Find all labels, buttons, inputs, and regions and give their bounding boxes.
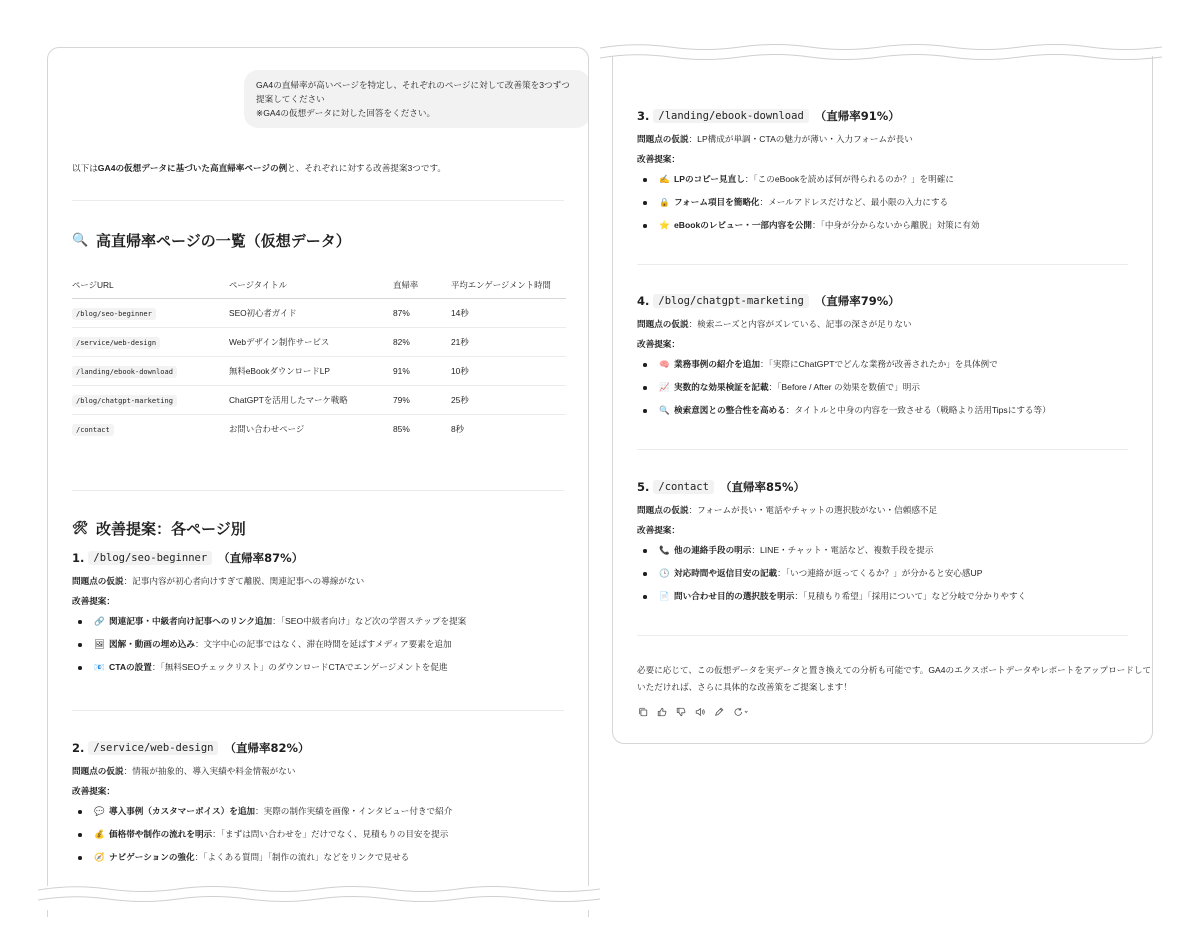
hypothesis-line xyxy=(72,765,564,778)
item-bold: 業務事例の紹介を追加 xyxy=(674,359,760,369)
list-item xyxy=(637,358,1128,381)
section-number: 3. xyxy=(637,109,650,123)
closing-text xyxy=(637,662,1152,696)
proposal-list xyxy=(637,173,1128,242)
thumbs-down-icon[interactable] xyxy=(675,706,686,717)
hypothesis-line xyxy=(72,575,564,588)
section-title xyxy=(637,291,1128,311)
cell-url xyxy=(72,356,229,385)
url-chip: /blog/seo-beginner xyxy=(72,308,156,320)
list-item xyxy=(637,219,1128,242)
section-path: /service/web-design xyxy=(88,741,218,755)
column-header: ページURL xyxy=(72,272,229,298)
cell-rate: 79% xyxy=(393,385,451,414)
tools-icon: 🛠 xyxy=(72,521,89,536)
right-chat-panel xyxy=(612,56,1153,744)
cell-url xyxy=(72,298,229,327)
hypothesis-label: 問題点の仮説 xyxy=(72,576,124,586)
cell-rate: 82% xyxy=(393,327,451,356)
item-text: ：LINE・チャット・電話など、複数手段を提示 xyxy=(751,545,934,555)
divider xyxy=(637,264,1128,265)
divider xyxy=(637,635,1128,636)
improvements-title: 改善提案：各ページ別 xyxy=(96,520,246,538)
list-item xyxy=(72,638,564,661)
table-row xyxy=(72,414,566,443)
section-rate: （直帰率91%） xyxy=(814,109,900,123)
proposal-list xyxy=(72,805,564,874)
proposal-list xyxy=(637,544,1128,613)
user-message-line: 提案してください xyxy=(256,94,325,104)
cell-rate: 91% xyxy=(393,356,451,385)
hypothesis-text: ：フォームが長い・電話やチャットの選択肢がない・信頼感不足 xyxy=(688,505,938,515)
item-text: ：「見積もり希望」「採用について」など分岐で分かりやすく xyxy=(794,591,1027,601)
link-icon: 🔗 xyxy=(94,616,105,626)
column-header: 平均エンゲージメント時間 xyxy=(451,272,566,298)
lock-icon: 🔒 xyxy=(659,197,670,207)
section-rate: （直帰率79%） xyxy=(814,294,900,308)
clock-icon: 🕒 xyxy=(659,568,670,578)
item-text: ：「SEO中級者向け」など次の学習ステップを提案 xyxy=(272,616,467,626)
divider xyxy=(72,200,564,201)
proposal-label: 改善提案： xyxy=(637,339,680,349)
overview-heading xyxy=(72,230,351,251)
url-chip: /blog/chatgpt-marketing xyxy=(72,395,177,407)
list-item xyxy=(637,590,1128,613)
section-title xyxy=(72,738,564,758)
magnifier-icon: 🔍 xyxy=(659,405,670,415)
user-message-line: GA4の直帰率が高いページを特定し、それぞれのページに対して改善策を3つずつ xyxy=(256,80,570,90)
item-text: ：「よくある質問」「制作の流れ」などをリンクで見せる xyxy=(194,852,410,862)
section-rate: （直帰率85%） xyxy=(719,480,805,494)
money-bag-icon: 💰 xyxy=(94,829,105,839)
item-text: ：「Before / After の効果を数値で」明示 xyxy=(768,382,920,392)
item-bold: 他の連絡手段の明示 xyxy=(674,545,752,555)
section-ebook-download xyxy=(637,106,1128,242)
edit-icon[interactable] xyxy=(713,706,724,717)
url-chip: /landing/ebook-download xyxy=(72,366,177,378)
section-web-design xyxy=(72,738,564,874)
proposal-label-line xyxy=(637,338,1128,351)
table-row xyxy=(72,298,566,327)
chart-up-icon: 📈 xyxy=(659,382,670,392)
item-text: ：「まずは問い合わせを」だけでなく、見積もりの目安を提示 xyxy=(212,829,449,839)
improvements-heading xyxy=(72,518,246,539)
hypothesis-label: 問題点の仮説 xyxy=(72,766,124,776)
section-chatgpt-marketing xyxy=(637,291,1128,427)
item-bold: eBookのレビュー・一部内容を公開 xyxy=(674,220,812,230)
cell-time: 14秒 xyxy=(451,298,566,327)
proposal-label-line xyxy=(72,595,564,608)
item-bold: 価格帯や制作の流れを明示 xyxy=(109,829,213,839)
user-message-line: ※GA4の仮想データに対した回答をください。 xyxy=(256,108,436,118)
proposal-label-line xyxy=(637,524,1128,537)
proposal-label: 改善提案： xyxy=(637,154,680,164)
cell-time: 21秒 xyxy=(451,327,566,356)
hypothesis-text: ：情報が抽象的、導入実績や料金情報がない xyxy=(123,766,296,776)
item-text: ：タイトルと中身の内容を一致させる（戦略より活用Tipsにする等） xyxy=(785,405,1051,415)
item-bold: 実数的な効果検証を記載 xyxy=(674,382,769,392)
message-actions xyxy=(637,706,752,717)
cell-url xyxy=(72,327,229,356)
section-path: /contact xyxy=(653,480,714,494)
compass-icon: 🧭 xyxy=(94,852,105,862)
proposal-label: 改善提案： xyxy=(637,525,680,535)
section-rate: （直帰率82%） xyxy=(224,741,310,755)
speaker-icon[interactable] xyxy=(694,706,705,717)
column-header: ページタイトル xyxy=(229,272,393,298)
item-text: ：「いつ連絡が返ってくるか？」が分かると安心感UP xyxy=(777,568,983,578)
section-path: /blog/chatgpt-marketing xyxy=(653,294,808,308)
item-bold: 対応時間や返信目安の記載 xyxy=(674,568,778,578)
cell-time: 25秒 xyxy=(451,385,566,414)
divider xyxy=(72,710,564,711)
cell-time: 10秒 xyxy=(451,356,566,385)
item-text: ：文字中心の記事ではなく、滞在時間を延ばすメディア要素を追加 xyxy=(194,639,452,649)
cell-url xyxy=(72,385,229,414)
overview-title: 高直帰率ページの一覧（仮想データ） xyxy=(96,232,351,250)
closing-line: 必要に応じて、この仮想データを実データと置き換えての分析も可能です。GA4のエクスポートデータやレポートをアップロードして xyxy=(637,665,1152,675)
item-bold: 関連記事・中級者向け記事へのリンク追加 xyxy=(109,616,273,626)
closing-line: いただければ、さらに具体的な改善策をご提案します！ xyxy=(637,682,852,692)
email-icon: 📧 xyxy=(94,662,105,672)
list-item xyxy=(72,805,564,828)
proposal-list xyxy=(72,615,564,684)
section-path: /blog/seo-beginner xyxy=(88,551,212,565)
cell-title: SEO初心者ガイド xyxy=(229,298,393,327)
cell-url xyxy=(72,414,229,443)
table-row xyxy=(72,385,566,414)
cell-title: ChatGPTを活用したマーケ戦略 xyxy=(229,385,393,414)
item-text: ：メールアドレスだけなど、最小限の入力にする xyxy=(759,197,949,207)
item-text: ：「無料SEOチェックリスト」のダウンロードCTAでエンゲージメントを促進 xyxy=(151,662,448,672)
divider xyxy=(637,449,1128,450)
table-row xyxy=(72,327,566,356)
section-title xyxy=(637,106,1128,126)
intro-bold: GA4の仮想データに基づいた高直帰率ページの例 xyxy=(97,163,288,173)
list-item xyxy=(72,661,564,684)
hypothesis-line xyxy=(637,133,1128,146)
column-header: 直帰率 xyxy=(393,272,451,298)
section-path: /landing/ebook-download xyxy=(653,109,808,123)
hypothesis-text: ：記事内容が初心者向けすぎて離脱、関連記事への導線がない xyxy=(123,576,365,586)
item-text: ：「このeBookを読めば何が得られるのか？」を明確に xyxy=(744,174,954,184)
section-number: 5. xyxy=(637,480,650,494)
section-number: 4. xyxy=(637,294,650,308)
magnifier-icon: 🔍 xyxy=(72,233,89,248)
writing-hand-icon: ✍ xyxy=(659,174,670,184)
item-text: ：「実際にChatGPTでどんな業務が改善されたか」を具体例で xyxy=(759,359,998,369)
hypothesis-line xyxy=(637,318,1128,331)
item-bold: CTAの設置 xyxy=(109,662,152,672)
list-item xyxy=(637,173,1128,196)
url-chip: /service/web-design xyxy=(72,337,160,349)
phone-icon: 📞 xyxy=(659,545,670,555)
high-bounce-table xyxy=(72,272,566,443)
speech-bubble-icon: 💬 xyxy=(94,806,105,816)
proposal-label-line xyxy=(637,153,1128,166)
proposal-label-line xyxy=(72,785,564,798)
document-icon: 📄 xyxy=(659,591,670,601)
section-title xyxy=(72,548,564,568)
cell-title: Webデザイン制作サービス xyxy=(229,327,393,356)
list-item xyxy=(637,544,1128,567)
item-bold: 問い合わせ目的の選択肢を明示 xyxy=(674,591,795,601)
list-item xyxy=(72,615,564,638)
picture-icon: 🖼 xyxy=(94,639,105,649)
section-seo-beginner xyxy=(72,548,564,684)
section-title xyxy=(637,477,1128,497)
copy-icon[interactable] xyxy=(637,706,648,717)
list-item xyxy=(637,404,1128,427)
table-header-row xyxy=(72,272,566,298)
proposal-list xyxy=(637,358,1128,427)
url-chip: /contact xyxy=(72,424,114,436)
intro-pre: 以下は xyxy=(72,163,98,173)
intro-text xyxy=(72,162,446,174)
list-item xyxy=(637,196,1128,219)
list-item xyxy=(72,828,564,851)
list-item xyxy=(637,381,1128,404)
brain-icon: 🧠 xyxy=(659,359,670,369)
cell-title: お問い合わせページ xyxy=(229,423,305,434)
item-bold: 図解・動画の埋め込み xyxy=(109,639,195,649)
divider xyxy=(72,490,564,491)
table-row xyxy=(72,356,566,385)
section-contact xyxy=(637,477,1128,613)
list-item xyxy=(637,567,1128,590)
hypothesis-label: 問題点の仮説 xyxy=(637,505,689,515)
item-bold: LPのコピー見直し xyxy=(674,174,745,184)
item-bold: 導入事例（カスタマーボイス）を追加 xyxy=(109,806,256,816)
cell-rate: 87% xyxy=(393,298,451,327)
item-text: ：実際の制作実績を画像・インタビュー付きで紹介 xyxy=(255,806,453,816)
proposal-label: 改善提案： xyxy=(72,786,115,796)
item-bold: 検索意図との整合性を高める xyxy=(674,405,786,415)
item-bold: ナビゲーションの強化 xyxy=(109,852,195,862)
regenerate-icon[interactable] xyxy=(732,706,752,717)
thumbs-up-icon[interactable] xyxy=(656,706,667,717)
list-item xyxy=(72,851,564,874)
item-bold: フォーム項目を簡略化 xyxy=(674,197,760,207)
cell-rate: 85% xyxy=(393,423,410,434)
proposal-label: 改善提案： xyxy=(72,596,115,606)
star-icon: ⭐ xyxy=(659,220,670,230)
intro-post: と、それぞれに対する改善提案3つです。 xyxy=(287,163,446,173)
hypothesis-label: 問題点の仮説 xyxy=(637,134,689,144)
hypothesis-text: ：検索ニーズと内容がズレている、記事の深さが足りない xyxy=(688,319,912,329)
item-text: ：「中身が分からないから離脱」対策に有効 xyxy=(811,220,980,230)
left-chat-panel xyxy=(47,47,589,917)
section-number: 2. xyxy=(72,741,85,755)
section-rate: （直帰率87%） xyxy=(218,551,304,565)
cell-time: 8秒 xyxy=(451,423,465,434)
hypothesis-line xyxy=(637,504,1128,517)
section-number: 1. xyxy=(72,551,85,565)
hypothesis-label: 問題点の仮説 xyxy=(637,319,689,329)
user-message-bubble xyxy=(244,70,589,128)
cell-title: 無料eBookダウンロードLP xyxy=(229,356,393,385)
hypothesis-text: ：LP構成が単調・CTAの魅力が薄い・入力フォームが長い xyxy=(688,134,913,144)
